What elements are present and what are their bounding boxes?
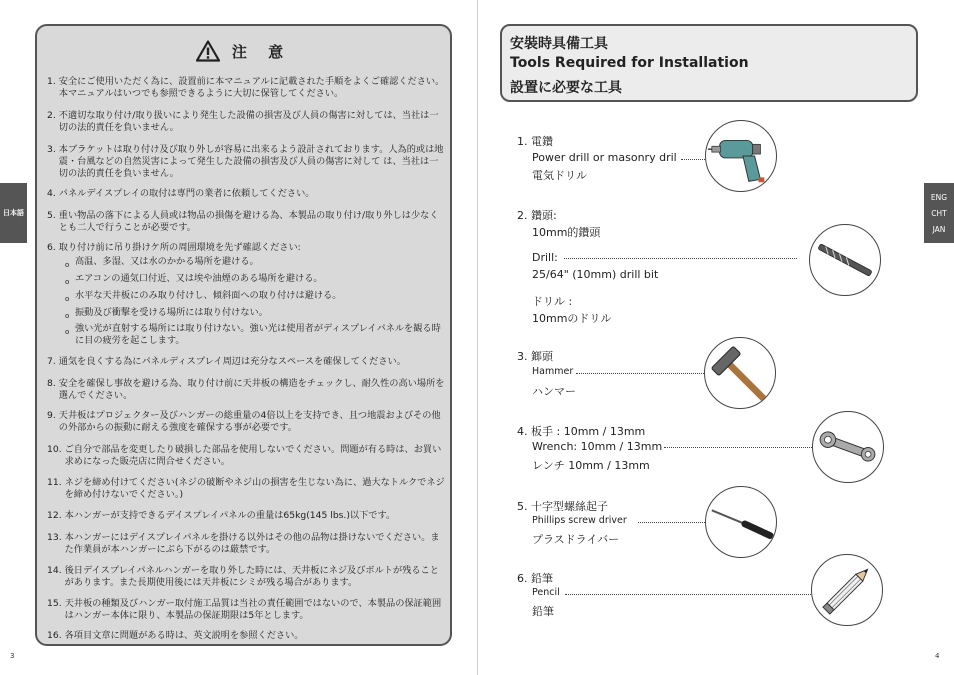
sub-item-text: 振動及び衝撃を受ける場所には取り付けない。 (75, 307, 268, 318)
drill-illustration (705, 120, 777, 192)
item-number: 11. (47, 477, 62, 488)
tool-wrench-eng: Wrench: 10mm / 13mm (532, 440, 663, 453)
tool-pencil-cht: 6. 鉛筆 (517, 572, 553, 585)
sub-item-text: エアコンの通気口付近、又は埃や油煙のある場所を避ける。 (75, 273, 323, 284)
wrench-illustration (812, 411, 884, 483)
tool-bit-jan-detail: 10mmのドリル (532, 312, 612, 325)
screwdriver-illustration (705, 486, 777, 558)
page-number-right: 4 (935, 652, 940, 660)
language-tab-jan[interactable]: JAN (932, 224, 946, 234)
caution-item (47, 188, 445, 200)
item-number: 1. (47, 76, 56, 87)
sub-item (65, 290, 443, 305)
leader-line (576, 373, 706, 374)
item-text: 天井板はプロジェクター及びハンガーの総重量の4倍以上を支持でき、且つ地震およびその他の外部からの振動に耐える強度を確保する事が必要です。 (58, 410, 441, 433)
caution-item (47, 242, 445, 254)
item-text: 本ブラケットは取り付け及び取り外しが容易に出来るよう設計されております。人為的或は地震・台風などの自然災害によって発生した設備の損害及び人員の傷害に対して は、当社は一切の法的責任を負いません。 (58, 144, 444, 179)
pencil-icon (812, 555, 882, 625)
sub-item (65, 307, 443, 322)
tool-bit-cht-detail: 10mm的鑽頭 (532, 226, 601, 239)
item-number: 13. (47, 532, 62, 543)
tool-pencil-jan: 鉛筆 (532, 605, 554, 618)
hammer-icon (705, 338, 775, 408)
language-tabs (924, 183, 954, 243)
item-number: 5. (47, 210, 56, 221)
tool-bit-jan: ドリル : (532, 295, 573, 308)
item-text: 本ハンガーが支持できるデイスプレイパネルの重量は65kg(145 lbs.)以下です。 (64, 510, 396, 521)
caution-box (35, 24, 452, 646)
item-number: 14. (47, 565, 62, 576)
item-text: 各項目文章に問題がある時は、英文説明を参照ください。 (64, 630, 304, 641)
item-number: 15. (47, 598, 62, 609)
drill-bit-illustration (809, 224, 881, 296)
item-number: 16. (47, 630, 62, 641)
caution-item (47, 410, 445, 434)
item-number: 12. (47, 510, 62, 521)
item-text: 不適切な取り付け/取り扱いにより発生した設備の損害及び人員の傷害に対しては、当社は一切の法的責任を負いません。 (58, 110, 439, 133)
caution-item (47, 444, 445, 468)
item-number: 4. (47, 188, 56, 199)
leader-line (664, 447, 812, 448)
hammer-illustration (704, 337, 776, 409)
item-number: 9. (47, 410, 56, 421)
item-text: 天井板の種類及びハンガー取付施工品質は当社の責任範囲ではないので、本製品の保証範囲はハンガー本体に限り、本製品の保証期限は5年とします。 (64, 598, 442, 621)
item-text: 後日デイスプレイパネルハンガーを取り外した時には、天井板にネジ及びボルトが残ることがあります。また長期使用後には天井板にシミが残る場合があります。 (64, 565, 439, 588)
leader-line (564, 258, 797, 259)
item-text: 本ハンガーにはデイスプレイパネルを掛ける以外はその他の品物は掛けないでください。また作業員が本ハンガーにぶら下がるのは厳禁です。 (64, 532, 440, 555)
header-title-jan: 設置に必要な工具 (510, 80, 622, 96)
item-text: パネルデイスプレイの取付は専門の業者に依頼してください。 (58, 188, 315, 199)
caution-item (47, 356, 445, 368)
wrench-icon (813, 412, 883, 482)
tool-pencil-eng: Pencil (532, 587, 560, 598)
sub-item-text: 水平な天井板にのみ取り付けし、傾斜面への取り付けは避ける。 (75, 290, 342, 301)
item-text: 安全にご使用いただく為に、設置前に本マニュアルに記載された手順をよくご確認ください。本マニュアルはいつでも参照できるように大切に保管してください。 (58, 76, 445, 99)
sub-item (65, 256, 443, 271)
caution-item (47, 378, 445, 402)
caution-item (47, 477, 445, 501)
caution-item (47, 532, 445, 556)
language-tab-eng[interactable]: ENG (930, 192, 948, 202)
sub-item-text: 高温、多湿、又は水のかかる場所を避ける。 (75, 256, 259, 267)
language-tab-label: 日本語 (3, 209, 24, 217)
drill-bit-icon (810, 225, 880, 295)
tool-wrench-jan: レンチ 10mm / 13mm (532, 459, 650, 472)
sub-item (65, 273, 443, 288)
tool-drill-jan: 電気ドリル (532, 169, 587, 182)
warning-triangle-icon (196, 40, 220, 62)
tool-hammer-jan: ハンマー (532, 385, 576, 398)
header-title-cht: 安裝時具備工具 (510, 36, 608, 52)
item-number: 7. (47, 356, 56, 367)
language-tab-cht[interactable]: CHT (931, 208, 947, 218)
item-text: ご自分で部品を変更したり破損した部品を使用しないでください。問題が有る時は、お買い求めになった販売店に問合せください。 (64, 444, 442, 467)
tool-drill-cht: 1. 電鑽 (517, 135, 553, 148)
leader-line (681, 159, 705, 160)
leader-line (565, 594, 811, 595)
item-text: ネジを締め付けてください(ネジの破断やネジ山の損害を生じない為に、過大なトルクでネジを締め付けないでください。) (64, 477, 445, 500)
tool-bit-eng-detail: 25/64" (10mm) drill bit (532, 268, 659, 281)
caution-item (47, 598, 445, 622)
tool-drill-eng: Power drill or masonry dril (532, 151, 677, 164)
tools-header-box (500, 24, 918, 102)
caution-item (47, 76, 445, 100)
sub-item-text: 強い光が直射する場所には取り付けない。強い光は使用者がディスプレイパネルを観る時に目の疲労を起こします。 (75, 323, 441, 346)
tool-screwdriver-eng: Phillips screw driver (532, 515, 627, 526)
item-number: 3. (47, 144, 56, 155)
page-number-left: 3 (10, 652, 15, 660)
item-number: 8. (47, 378, 56, 389)
tool-screwdriver-jan: プラスドライバー (532, 533, 620, 546)
header-title-eng: Tools Required for Installation (510, 55, 749, 71)
caution-item (47, 510, 445, 522)
caution-item (47, 210, 445, 234)
tool-hammer-eng: Hammer (532, 366, 574, 377)
tool-screwdriver-cht: 5. 十字型螺絲起子 (517, 500, 608, 513)
item-number: 2. (47, 110, 56, 121)
power-drill-icon (706, 121, 776, 191)
item-text: 重い物品の落下による人員或は物品の損傷を避ける為、本製品の取り付け/取り外しは少なくとも二人で行うことが必要です。 (58, 210, 439, 233)
bullet-icon: o (65, 261, 70, 269)
item-text: 取り付け前に吊り掛けケ所の周囲環境を先ず確認ください: (58, 242, 301, 253)
leader-line (638, 522, 705, 523)
item-text: 安全を確保し事故を避ける為、取り付け前に天井板の構造をチェックし、耐久性の高い場所を選んでください。 (58, 378, 445, 401)
caution-header (37, 38, 450, 64)
bullet-icon: o (65, 312, 70, 320)
tool-bit-cht: 2. 鑽頭: (517, 209, 557, 222)
bullet-icon: o (65, 295, 70, 303)
screwdriver-icon (706, 487, 776, 557)
language-tab-japanese[interactable] (0, 183, 27, 243)
sub-item (65, 323, 443, 347)
tool-hammer-cht: 3. 鎯頭 (517, 350, 553, 363)
caution-item (47, 630, 445, 642)
caution-item (47, 144, 445, 180)
item-text: 通気を良くする為にパネルディスプレイ周辺は充分なスペースを確保してください。 (58, 356, 406, 367)
tool-bit-eng: Drill: (532, 251, 558, 264)
page-divider (477, 0, 478, 675)
item-number: 6. (47, 242, 56, 253)
tool-wrench-cht: 4. 板手 : 10mm / 13mm (517, 425, 646, 438)
caution-title: 注 意 (231, 42, 292, 61)
bullet-icon: o (65, 278, 70, 286)
item-number: 10. (47, 444, 62, 455)
caution-item (47, 110, 445, 134)
caution-item (47, 565, 445, 589)
pencil-illustration (811, 554, 883, 626)
bullet-icon: o (65, 328, 70, 336)
